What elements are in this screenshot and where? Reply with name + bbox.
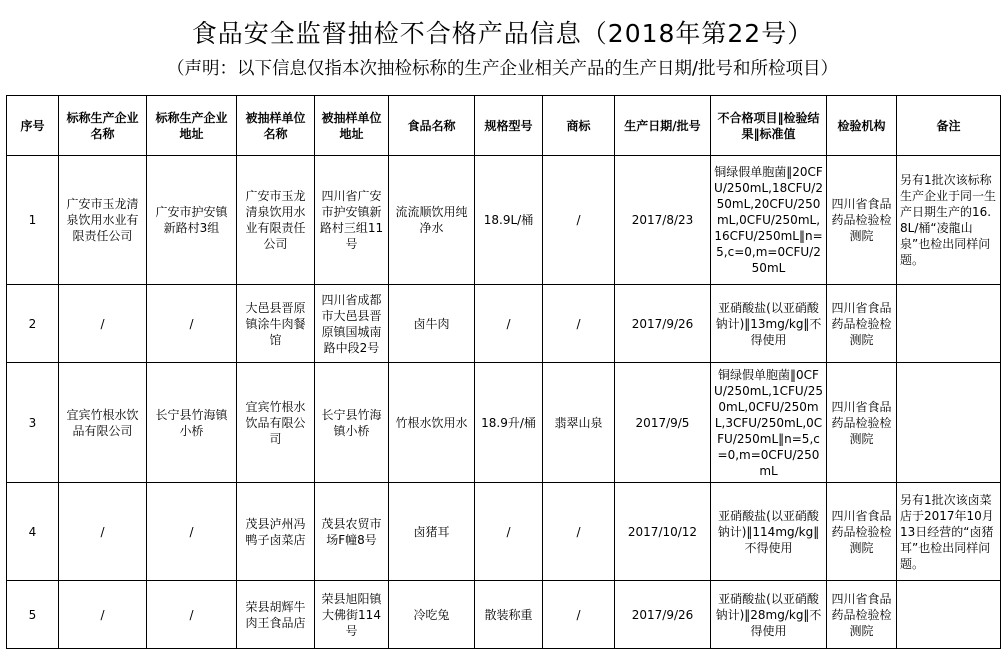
cell-sampled-address[interactable]: 荣县旭阳镇大佛街114号 <box>315 581 389 649</box>
cell-food-name[interactable]: 卤猪耳 <box>389 483 475 581</box>
cell-lab[interactable]: 四川省食品药品检验检测院 <box>827 581 897 649</box>
cell-spec[interactable]: / <box>475 285 543 363</box>
cell-date[interactable]: 2017/9/26 <box>615 285 711 363</box>
cell-lab[interactable]: 四川省食品药品检验检测院 <box>827 483 897 581</box>
cell-lab[interactable]: 四川省食品药品检验检测院 <box>827 156 897 285</box>
header-cell-producer[interactable]: 标称生产企业名称 <box>59 96 147 156</box>
cell-brand[interactable]: / <box>543 285 615 363</box>
cell-note[interactable]: 另有1批次该卤菜店于2017年10月13日经营的“卤猪耳”也检出同样问题。 <box>897 483 1001 581</box>
cell-note[interactable] <box>897 363 1001 483</box>
header-cell-sampled-unit[interactable]: 被抽样单位名称 <box>237 96 315 156</box>
cell-producer-address[interactable]: 长宁县竹海镇小桥 <box>147 363 237 483</box>
cell-brand[interactable]: / <box>543 581 615 649</box>
cell-spec[interactable]: 18.9升/桶 <box>475 363 543 483</box>
cell-food-name[interactable]: 卤牛肉 <box>389 285 475 363</box>
cell-sampled-address[interactable]: 茂县农贸市场F幢8号 <box>315 483 389 581</box>
cell-sampled-unit[interactable]: 广安市玉龙清泉饮用水业有限责任公司 <box>237 156 315 285</box>
cell-spec[interactable]: / <box>475 483 543 581</box>
table-row <box>7 581 1001 649</box>
cell-date[interactable]: 2017/9/5 <box>615 363 711 483</box>
cell-failed-item[interactable]: 亚硝酸盐(以亚硝酸钠计)‖28mg/kg‖不得使用 <box>711 581 827 649</box>
cell-failed-item[interactable]: 铜绿假单胞菌‖0CFU/250mL,1CFU/250mL,0CFU/250mL,3CFU/250mL,0CFU/250mL‖n=5,c=0,m=0CFU/250mL <box>711 363 827 483</box>
cell-sampled-address[interactable]: 四川省成都市大邑县晋原镇国城南路中段2号 <box>315 285 389 363</box>
cell-producer-address[interactable]: / <box>147 581 237 649</box>
cell-producer[interactable]: / <box>59 285 147 363</box>
table-row <box>7 363 1001 483</box>
inspection-table <box>6 95 1001 649</box>
cell-no[interactable]: 1 <box>7 156 59 285</box>
table-row <box>7 285 1001 363</box>
cell-food-name[interactable]: 冷吃兔 <box>389 581 475 649</box>
cell-spec[interactable]: 18.9L/桶 <box>475 156 543 285</box>
cell-brand[interactable]: / <box>543 156 615 285</box>
cell-note[interactable]: 另有1批次该标称生产企业于同一生产日期生产的16.8L/桶“凌龍山泉”也检出同样问题。 <box>897 156 1001 285</box>
header-cell-brand[interactable]: 商标 <box>543 96 615 156</box>
page-title: 食品安全监督抽检不合格产品信息（2018年第22号） <box>191 19 814 48</box>
cell-producer[interactable]: / <box>59 581 147 649</box>
cell-no[interactable]: 2 <box>7 285 59 363</box>
cell-food-name[interactable]: 竹根水饮用水 <box>389 363 475 483</box>
header-cell-note[interactable]: 备注 <box>897 96 1001 156</box>
cell-sampled-unit[interactable]: 茂县泸州冯鸭子卤菜店 <box>237 483 315 581</box>
cell-sampled-unit[interactable]: 荣县胡辉牛肉王食品店 <box>237 581 315 649</box>
cell-producer-address[interactable]: 广安市护安镇新路村3组 <box>147 156 237 285</box>
cell-food-name[interactable]: 流流顺饮用纯净水 <box>389 156 475 285</box>
cell-brand[interactable]: 翡翠山泉 <box>543 363 615 483</box>
cell-sampled-unit[interactable]: 大邑县晋原镇涂牛肉餐馆 <box>237 285 315 363</box>
cell-date[interactable]: 2017/10/12 <box>615 483 711 581</box>
cell-note[interactable] <box>897 285 1001 363</box>
header-cell-producer-address[interactable]: 标称生产企业地址 <box>147 96 237 156</box>
cell-date[interactable]: 2017/8/23 <box>615 156 711 285</box>
table-row <box>7 156 1001 285</box>
header-cell-failed-item[interactable]: 不合格项目‖检验结果‖标准值 <box>711 96 827 156</box>
cell-no[interactable]: 5 <box>7 581 59 649</box>
cell-producer[interactable]: 广安市玉龙清泉饮用水业有限责任公司 <box>59 156 147 285</box>
cell-producer-address[interactable]: / <box>147 285 237 363</box>
cell-no[interactable]: 3 <box>7 363 59 483</box>
cell-no[interactable]: 4 <box>7 483 59 581</box>
header-cell-spec[interactable]: 规格型号 <box>475 96 543 156</box>
header-row <box>7 96 1001 156</box>
cell-failed-item[interactable]: 亚硝酸盐(以亚硝酸钠计)‖13mg/kg‖不得使用 <box>711 285 827 363</box>
cell-lab[interactable]: 四川省食品药品检验检测院 <box>827 363 897 483</box>
cell-producer[interactable]: 宜宾竹根水饮品有限公司 <box>59 363 147 483</box>
header-cell-date[interactable]: 生产日期/批号 <box>615 96 711 156</box>
cell-failed-item[interactable]: 铜绿假单胞菌‖20CFU/250mL,18CFU/250mL,20CFU/250mL,0CFU/250mL,16CFU/250mL‖n=5,c=0,m=0CFU/250mL <box>711 156 827 285</box>
header-cell-no[interactable]: 序号 <box>7 96 59 156</box>
cell-spec[interactable]: 散装称重 <box>475 581 543 649</box>
cell-note[interactable] <box>897 581 1001 649</box>
cell-date[interactable]: 2017/9/26 <box>615 581 711 649</box>
cell-sampled-address[interactable]: 四川省广安市护安镇新路村三组11号 <box>315 156 389 285</box>
header-cell-food-name[interactable]: 食品名称 <box>389 96 475 156</box>
cell-sampled-unit[interactable]: 宜宾竹根水饮品有限公司 <box>237 363 315 483</box>
cell-failed-item[interactable]: 亚硝酸盐(以亚硝酸钠计)‖114mg/kg‖不得使用 <box>711 483 827 581</box>
page-subtitle: （声明：以下信息仅指本次抽检标称的生产企业相关产品的生产日期/批号和所检项目） <box>167 59 838 79</box>
cell-producer[interactable]: / <box>59 483 147 581</box>
cell-sampled-address[interactable]: 长宁县竹海镇小桥 <box>315 363 389 483</box>
cell-brand[interactable]: / <box>543 483 615 581</box>
header-cell-lab[interactable]: 检验机构 <box>827 96 897 156</box>
cell-producer-address[interactable]: / <box>147 483 237 581</box>
cell-lab[interactable]: 四川省食品药品检验检测院 <box>827 285 897 363</box>
header-cell-sampled-address[interactable]: 被抽样单位地址 <box>315 96 389 156</box>
table-row <box>7 483 1001 581</box>
